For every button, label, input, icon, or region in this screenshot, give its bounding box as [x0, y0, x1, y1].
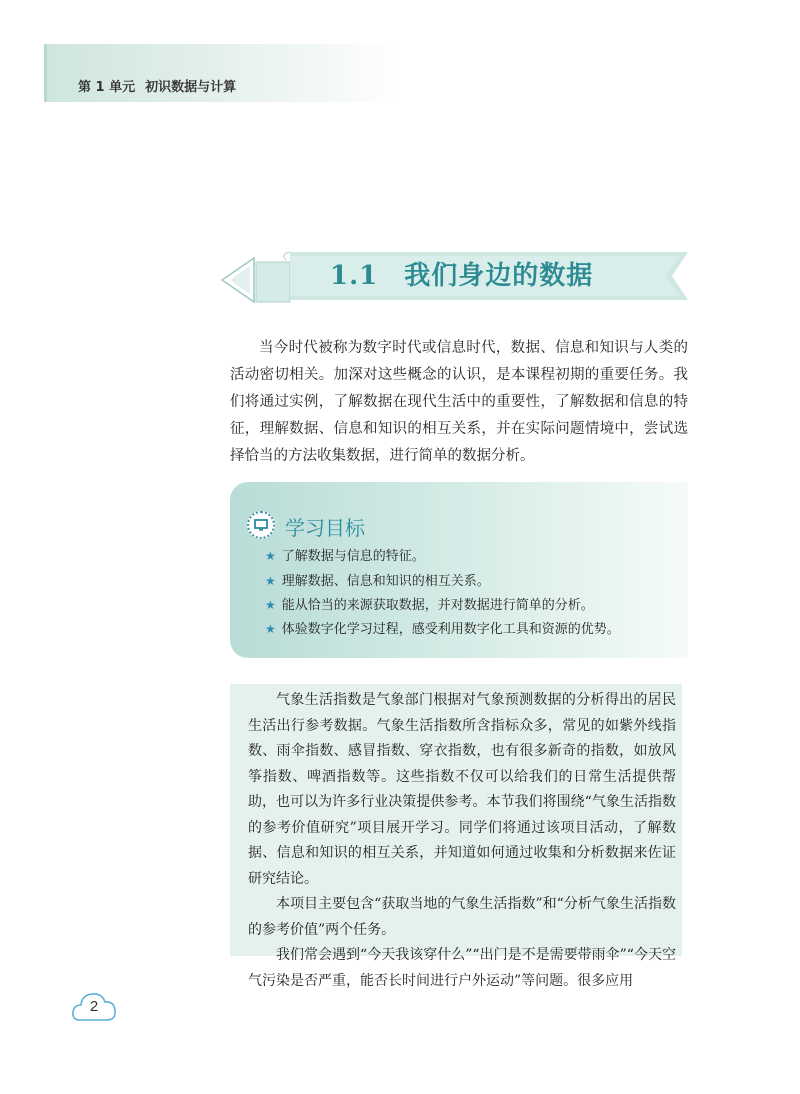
intro-paragraph: 当今时代被称为数字时代或信息时代，数据、信息和知识与人类的活动密切相关。加深对这些概念的认识，是本课程初期的重要任务。我们将通过实例，了解数据在现代生活中的重要性，了解数据和信息的特征，理解数据、信息和知识的相互关系，并在实际问题情境中，尝试选择恰当的方法收集数据，进行简单的数据分析。 [230, 340, 688, 464]
section-number: 1.1 [330, 261, 379, 291]
project-intro-text [248, 688, 676, 994]
section-title-text: 我们身边的数据 [404, 261, 594, 291]
page-number: 2 [89, 998, 99, 1015]
unit-label: 第 1 单元 [78, 80, 136, 95]
section-title [330, 255, 630, 291]
story-paragraph: 气象生活指数是气象部门根据对气象预测数据的分析得出的居民生活出行参考数据。气象生活指数所含指标众多，常见的如紫外线指数、雨伞指数、感冒指数、穿衣指数，也有很多新奇的指数，如放风筝指数、啤酒指数等。这些指数不仅可以给我们的日常生活提供帮助，也可以为许多行业决策提供参考。本节我们将围绕“气象生活指数的参考价值研究”项目展开学习。同学们将通过该项目活动，了解数据、信息和知识的相互关系，并知道如何通过收集和分析数据来佐证研究结论。 [248, 692, 676, 887]
goal-item [265, 570, 490, 589]
star-icon: ★ [265, 622, 276, 636]
monitor-icon [247, 511, 275, 539]
goal-text: 体验数字化学习过程，感受利用数字化工具和资源的优势。 [281, 622, 620, 637]
unit-title: 初识数据与计算 [145, 80, 237, 95]
goal-item [265, 618, 620, 637]
star-icon: ★ [265, 598, 276, 612]
goal-item [265, 545, 425, 564]
learning-goals-title: 学习目标 [285, 516, 365, 540]
goal-text: 能从恰当的来源获取数据，并对数据进行简单的分析。 [281, 598, 594, 613]
story-paragraph: 我们常会遇到“今天我该穿什么”“出门是不是需要带雨伞”“今天空气污染是否严重，能否长时间进行户外运动”等问题。很多应用 [248, 947, 676, 989]
star-icon: ★ [265, 549, 276, 563]
goal-text: 理解数据、信息和知识的相互关系。 [281, 574, 490, 589]
star-icon: ★ [265, 574, 276, 588]
goal-item [265, 594, 594, 613]
story-paragraph: 本项目主要包含“获取当地的气象生活指数”和“分析气象生活指数的参考价值”两个任务。 [248, 896, 676, 938]
goal-text: 了解数据与信息的特征。 [281, 549, 425, 564]
chapter-header [78, 76, 236, 95]
